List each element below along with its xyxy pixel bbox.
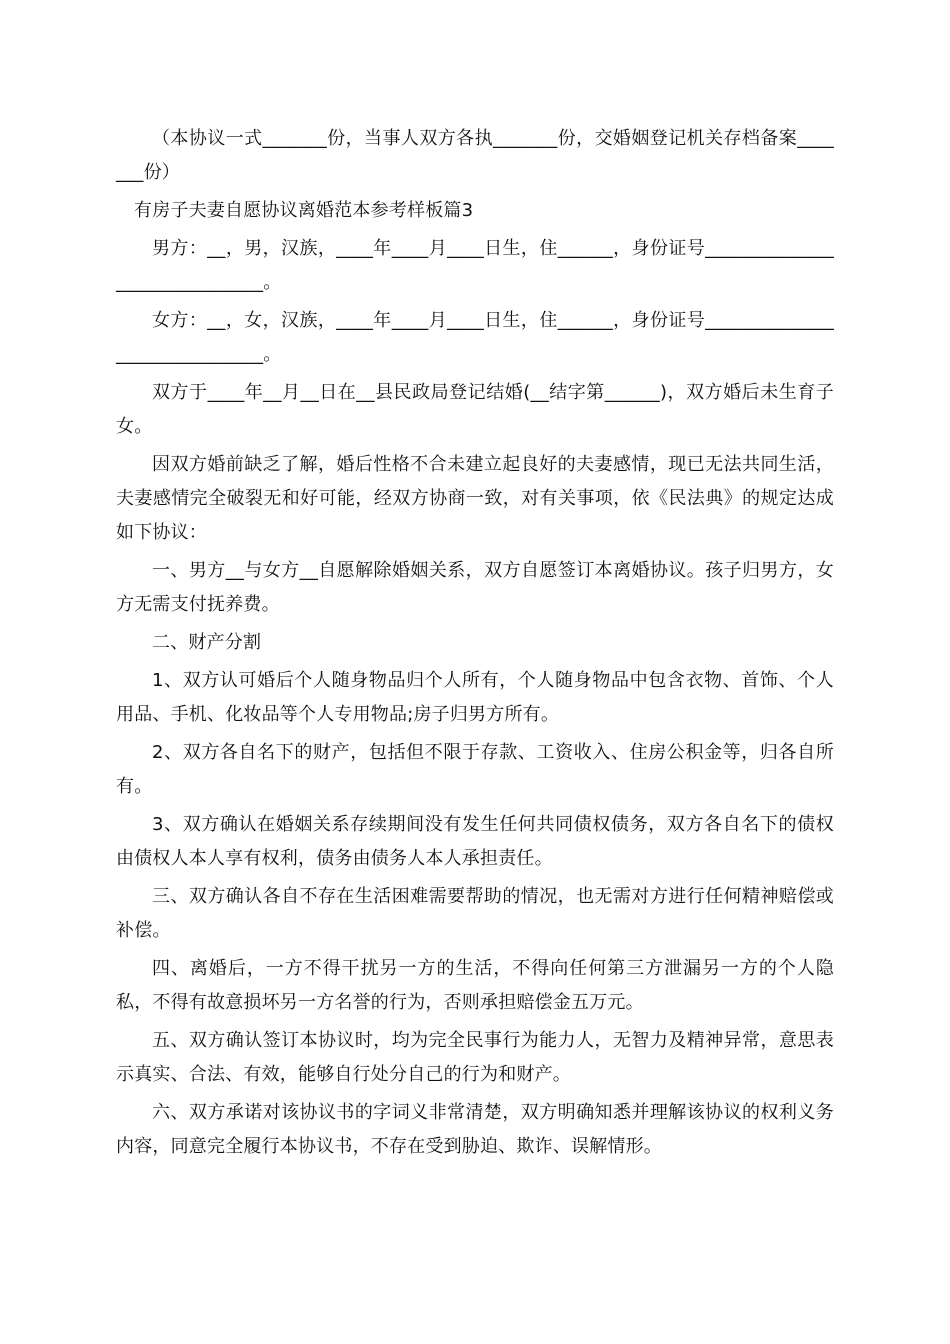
clause-6: 六、双方承诺对该协议书的字词义非常清楚，双方明确知悉并理解该协议的权利义务内容，同意完全履行本协议书，不存在受到胁迫、欺诈、误解情形。 bbox=[116, 1102, 834, 1157]
clause-2-item-1: 1、双方认可婚后个人随身物品归个人所有，个人随身物品中包含衣物、首饰、个人用品、手机、化妆品等个人专用物品;房子归男方所有。 bbox=[116, 670, 834, 725]
clause-5: 五、双方确认签订本协议时，均为完全民事行为能力人，无智力及精神异常，意思表示真实、合法、有效，能够自行处分自己的行为和财产。 bbox=[116, 1030, 834, 1085]
section-title: 有房子夫妻自愿协议离婚范本参考样板篇3 bbox=[134, 200, 474, 221]
clause-4: 四、离婚后，一方不得干扰另一方的生活，不得向任何第三方泄漏另一方的个人隐私，不得有故意损坏另一方名誉的行为，否则承担赔偿金五万元。 bbox=[116, 958, 834, 1013]
husband-info: 男方：__，男，汉族，____年____月____日生，住______，身份证号______________________________。 bbox=[116, 238, 834, 293]
clause-2-item-3: 3、双方确认在婚姻关系存续期间没有发生任何共同债权债务，双方各自名下的债权由债权人本人享有权利，债务由债务人本人承担责任。 bbox=[116, 814, 834, 869]
copies-note: （本协议一式_______份，当事人双方各执_______份，交婚姻登记机关存档备案_______份） bbox=[116, 128, 834, 183]
clause-1: 一、男方__与女方__自愿解除婚姻关系，双方自愿签订本离婚协议。孩子归男方，女方无需支付抚养费。 bbox=[116, 560, 834, 615]
marriage-registration: 双方于____年__月__日在__县民政局登记结婚(__结字第______)，双方婚后未生育子女。 bbox=[116, 382, 834, 437]
clause-3: 三、双方确认各自不存在生活困难需要帮助的情况，也无需对方进行任何精神赔偿或补偿。 bbox=[116, 886, 834, 941]
document-body bbox=[116, 122, 834, 1168]
wife-info: 女方：__，女，汉族，____年____月____日生，住______，身份证号______________________________。 bbox=[116, 310, 834, 365]
divorce-reason: 因双方婚前缺乏了解，婚后性格不合未建立起良好的夫妻感情，现已无法共同生活，夫妻感情完全破裂无和好可能，经双方协商一致，对有关事项，依《民法典》的规定达成如下协议： bbox=[116, 454, 834, 543]
clause-2-heading: 二、财产分割 bbox=[152, 632, 262, 653]
clause-2-item-2: 2、双方各自名下的财产，包括但不限于存款、工资收入、住房公积金等，归各自所有。 bbox=[116, 742, 834, 797]
